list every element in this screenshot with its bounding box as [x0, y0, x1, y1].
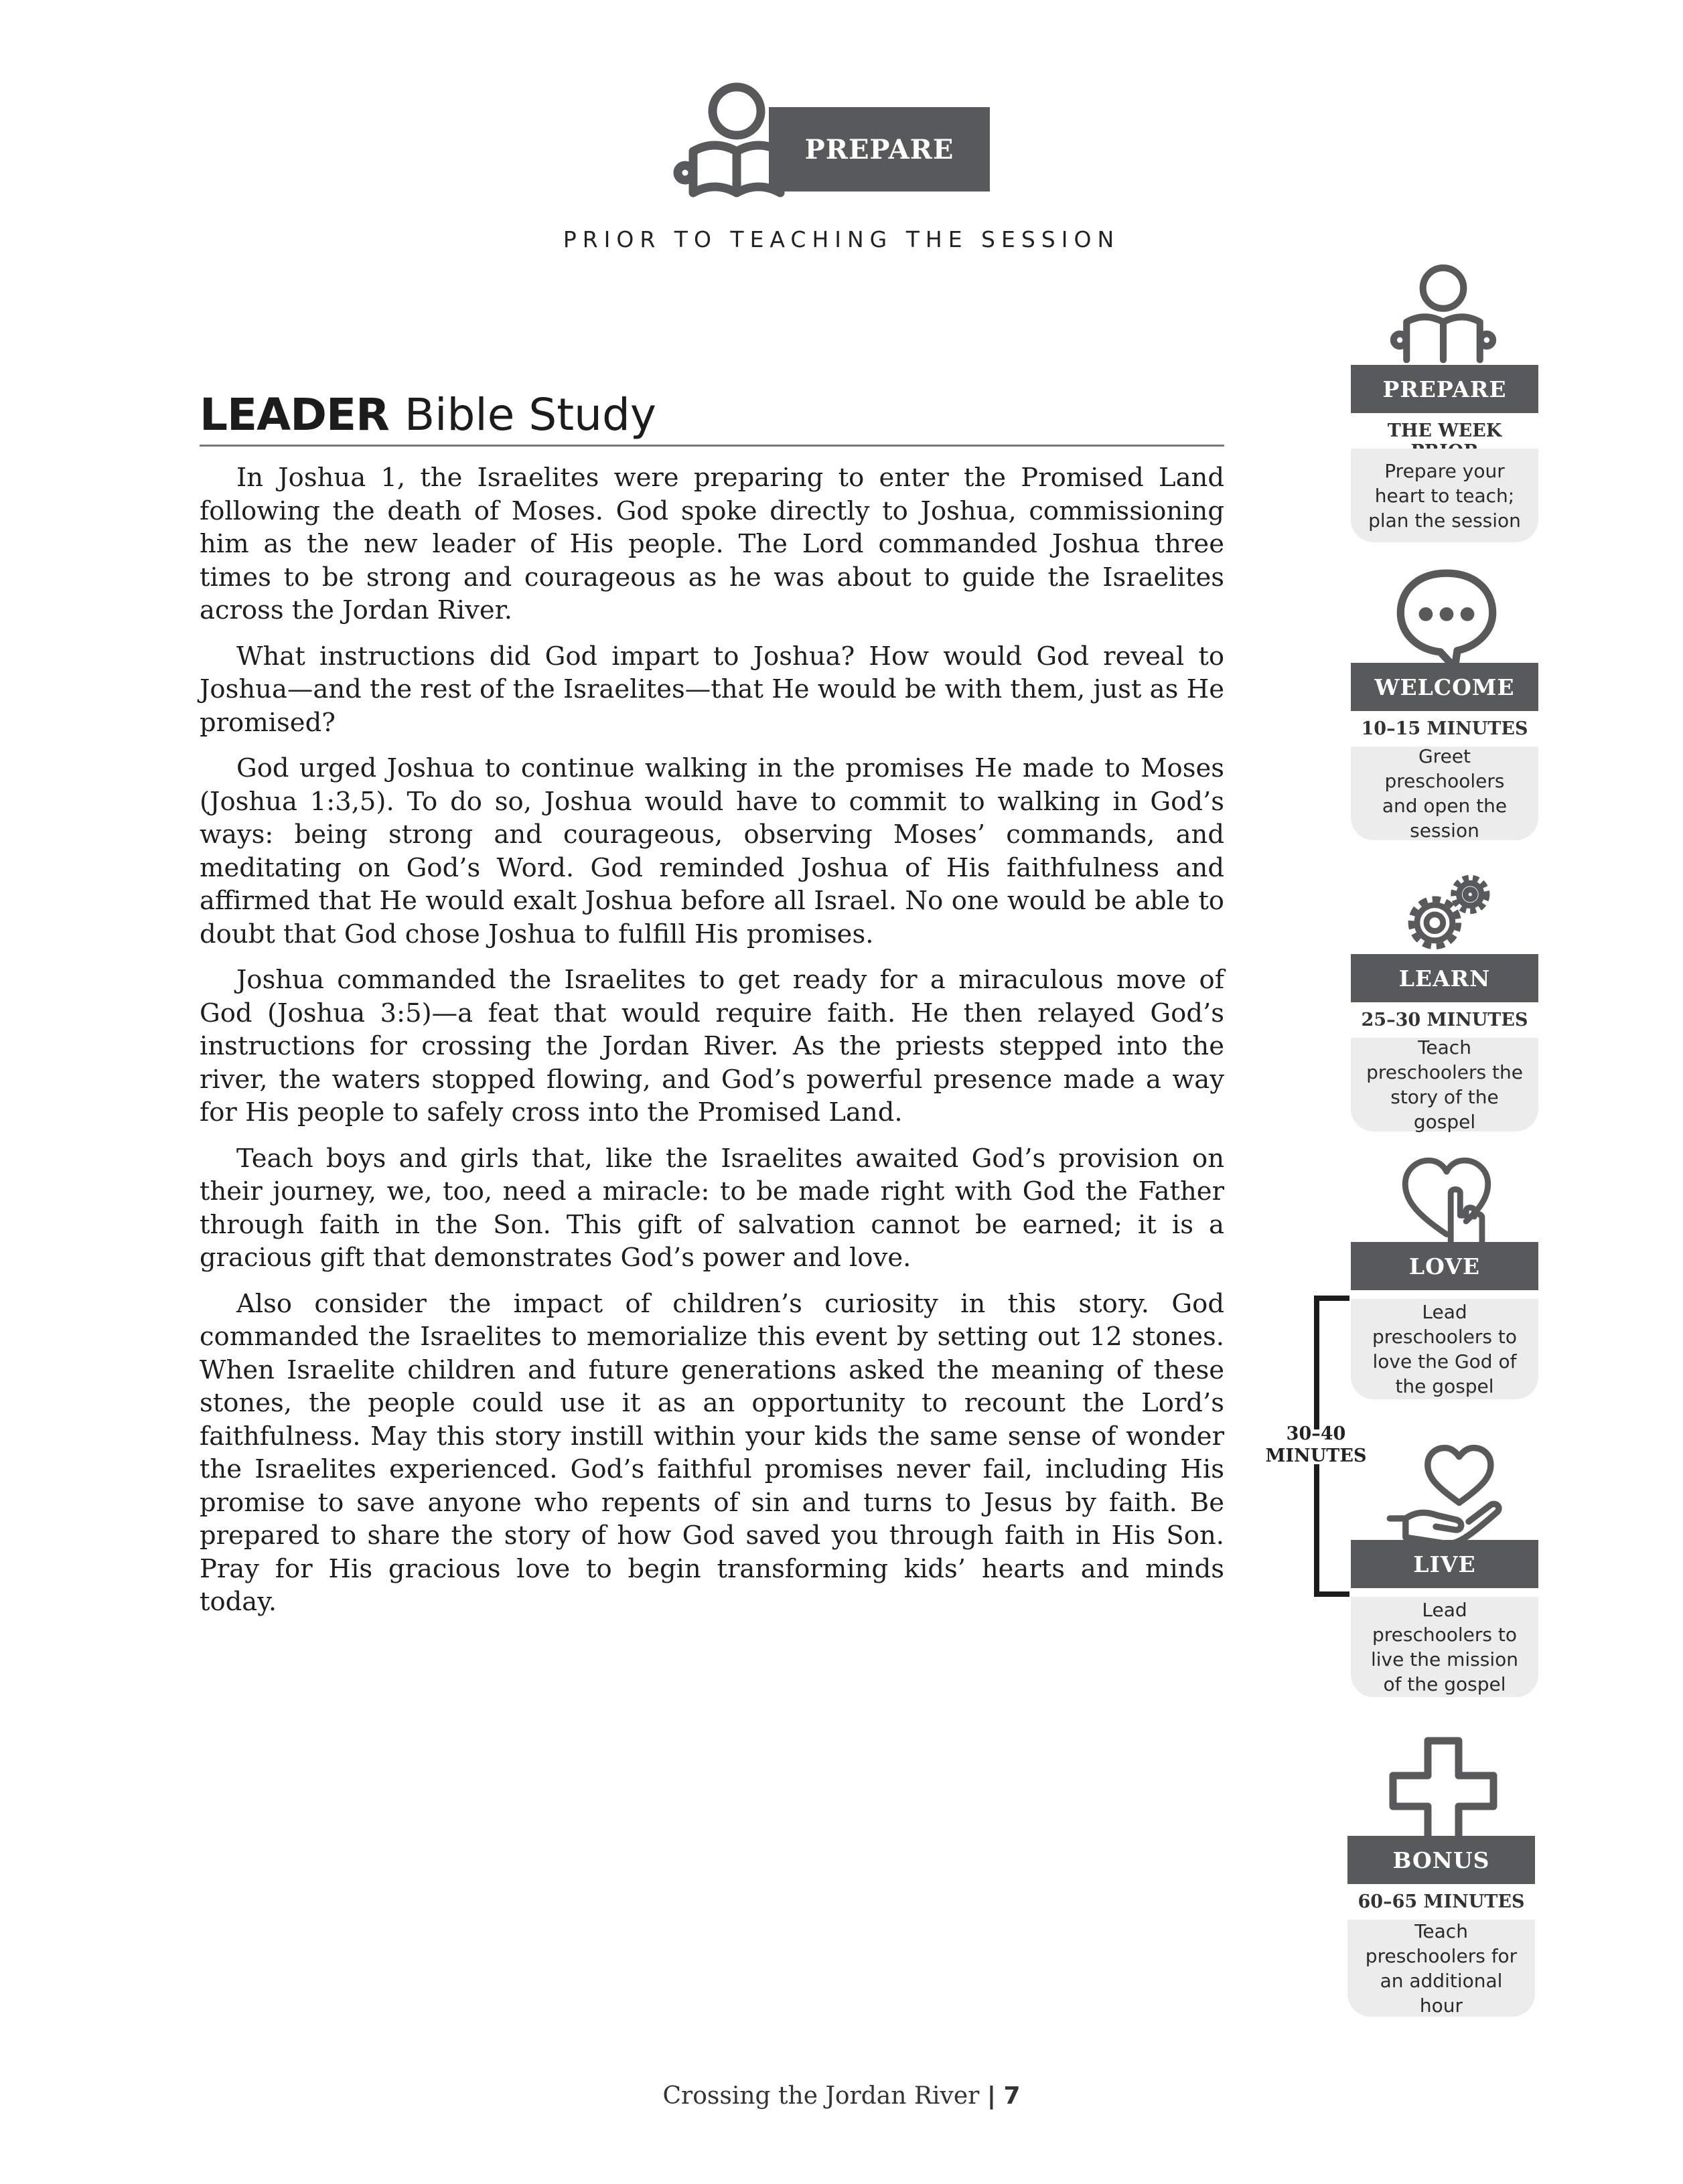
live-banner: LIVE: [1351, 1540, 1538, 1588]
bonus-time: 60–65 MINUTES: [1358, 1891, 1525, 1912]
love-banner: LOVE: [1351, 1242, 1538, 1290]
gears-icon: [1393, 864, 1500, 964]
speech-bubble-icon: [1393, 564, 1500, 671]
love-desc: Lead preschoolers to love the God of the gospel: [1351, 1299, 1538, 1399]
prepare-header-badge: PREPARE: [769, 107, 990, 191]
paragraph-3: God urged Joshua to continue walking in the promises He made to Moses (Joshua 1:3,5). To do so, Joshua would have to commit to walking in God’s ways: being strong and courageous, observing Moses’ commands, and meditating on God’s Word. God reminded Joshua of His faithfulness and affirmed that He would exalt Joshua before all Israel. No one would be able to doubt that God chose Joshua to fulfill His promises.: [200, 753, 1224, 949]
title-light: Bible Study: [404, 389, 656, 441]
welcome-banner: WELCOME: [1351, 663, 1538, 711]
bracket-label: [1259, 1423, 1373, 1467]
learn-banner: LEARN: [1351, 954, 1538, 1002]
title-bold: LEADER: [200, 389, 389, 441]
bonus-desc: Teach preschoolers for an additional hour: [1347, 1920, 1535, 2017]
paragraph-2: What instructions did God impart to Joshua? How would God reveal to Joshua—and the rest of the Israelites—that He would be with them, just as He promised?: [200, 641, 1224, 738]
prepare-desc: Prepare your heart to teach; plan the session: [1351, 449, 1538, 542]
paragraph-6: Also consider the impact of children’s curiosity in this story. God commanded the Israelites to memorialize this event by setting out 12 stones. When Israelite children and future generations asked the meaning of these stones, the people could use it as an opportunity to recount the Lord’s faithfulness. May this story instill within your kids the same sense of wonder the Israelites experienced. God’s faithful promises never fail, including His promise to save anyone who repents of sin and turns to Jesus by faith. Be prepared to share the story of how God saved you through faith in His Son. Pray for His gracious love to begin transforming kids’ hearts and minds today.: [200, 1288, 1224, 1617]
welcome-desc: Greet preschoolers and open the session: [1351, 747, 1538, 840]
prepare-time: THE WEEK: [1387, 420, 1502, 441]
hand-heart-icon: [1386, 1443, 1507, 1550]
footer-separator: |: [986, 2082, 996, 2110]
paragraph-1: In Joshua 1, the Israelites were preparing to enter the Promised Land following the death of Moses. God spoke directly to Joshua, commissioning him as the new leader of His people. The Lord commanded Joshua three times to be strong and courageous as he was about to guide the Israelites across the Jordan River.: [200, 463, 1224, 625]
leader-bible-study: [200, 388, 1224, 1632]
prepare-banner: PREPARE: [1351, 365, 1538, 413]
learn-desc: Teach preschoolers the story of the gospel: [1351, 1038, 1538, 1132]
bracket-line1: 30–40: [1286, 1423, 1346, 1444]
live-desc: Lead preschoolers to live the mission of the gospel: [1351, 1597, 1538, 1697]
page-number: 7: [1003, 2082, 1021, 2110]
cross-icon: [1386, 1734, 1500, 1848]
section-title: [200, 388, 1224, 447]
welcome-time: 10–15 MINUTES: [1361, 718, 1528, 739]
footer-title: Crossing the Jordan River: [662, 2082, 980, 2110]
heart-hand-icon: [1396, 1152, 1497, 1252]
header-subtitle: PRIOR TO TEACHING THE SESSION: [563, 226, 1120, 252]
paragraph-5: Teach boys and girls that, like the Israelites awaited God’s provision on their journey, we, too, need a miracle: to be made right with God the Father through faith in the Son. This gift of salvation cannot be earned; it is a gracious gift that demonstrates God’s power and love.: [200, 1143, 1224, 1273]
page-footer: [0, 2082, 1683, 2110]
paragraph-4: Joshua commanded the Israelites to get ready for a miraculous move of God (Joshua 3:5)—a feat that would require faith. He then relayed God’s instructions for crossing the Jordan River. As the priests stepped into the river, the waters stopped flowing, and God’s powerful presence made a way for His people to safely cross into the Promised Land.: [200, 965, 1224, 1127]
learn-time: 25–30 MINUTES: [1361, 1010, 1528, 1030]
bonus-banner: BONUS: [1347, 1836, 1535, 1884]
reader-icon: [1390, 261, 1497, 368]
bracket-line2: MINUTES: [1265, 1446, 1367, 1466]
